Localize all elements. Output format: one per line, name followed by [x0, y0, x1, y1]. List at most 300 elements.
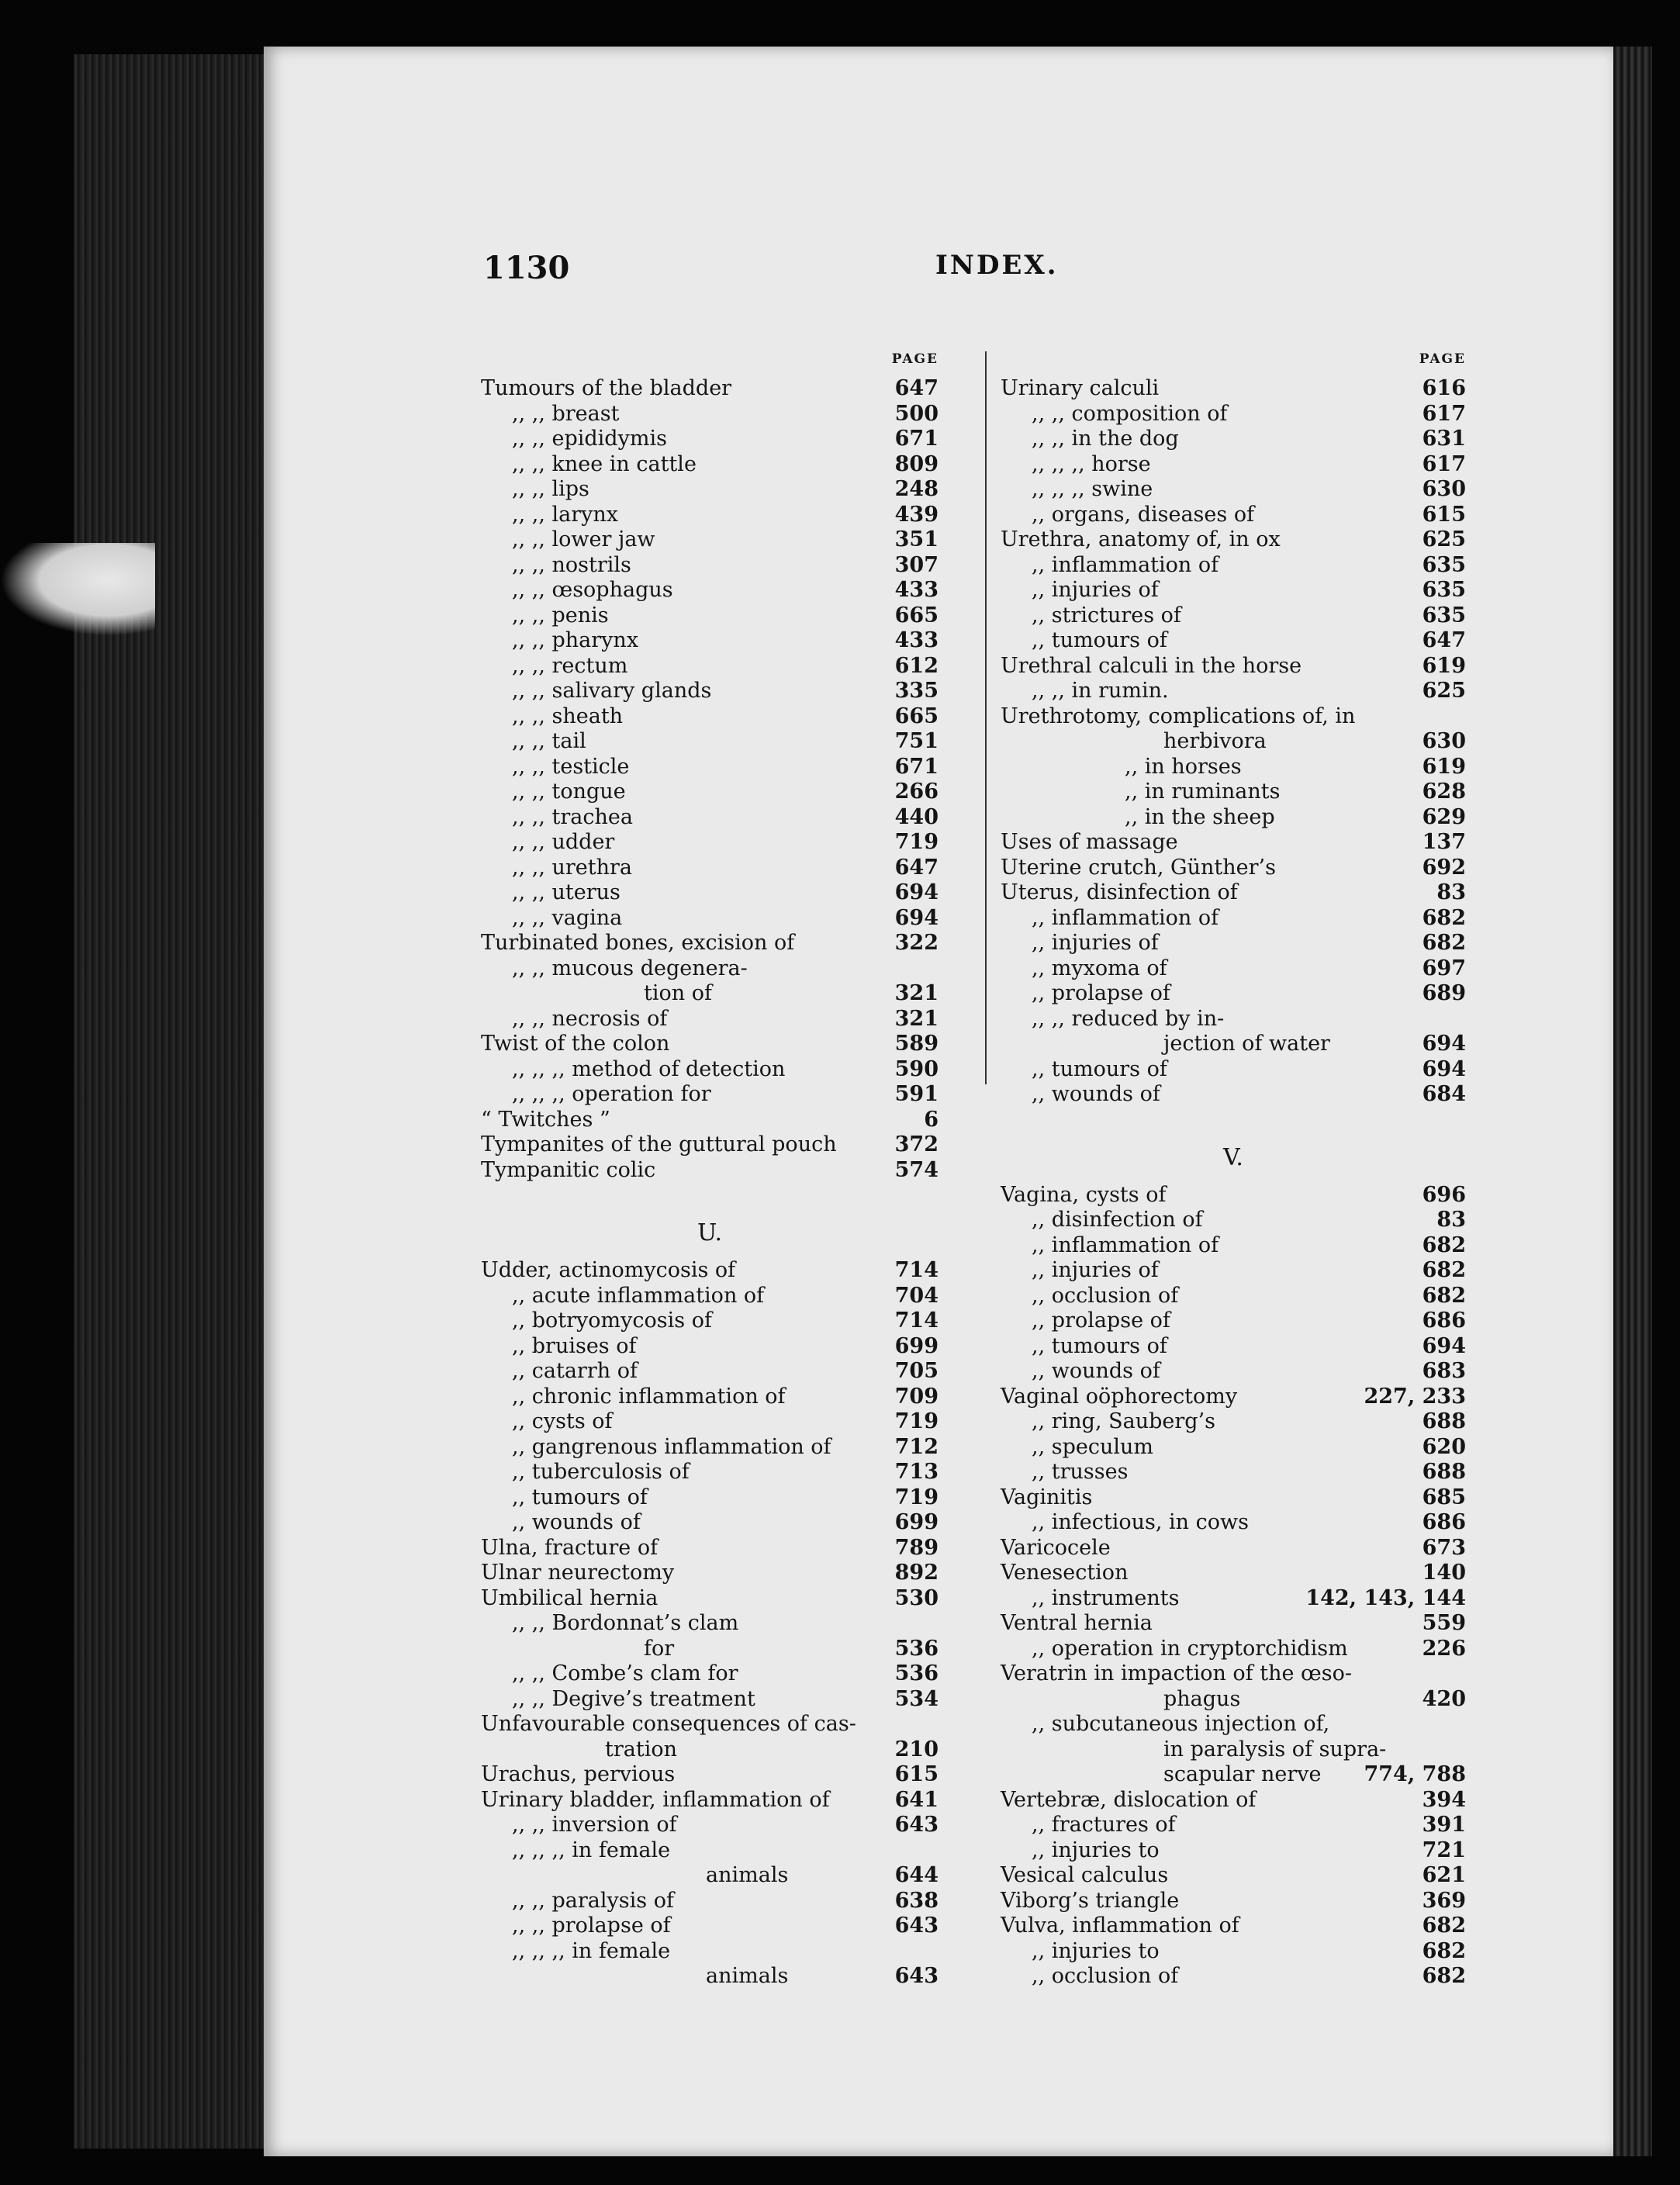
index-entry [1001, 1082, 1466, 1108]
entry-text: ,, strictures of [1032, 603, 1181, 627]
index-entry [481, 679, 939, 704]
index-entry [1001, 527, 1466, 553]
entry-page: 647 [894, 376, 939, 400]
entry-page: 689 [1422, 981, 1466, 1005]
entry-page: 665 [894, 704, 939, 728]
entry-page: 625 [1422, 527, 1466, 551]
entry-text: ,, ring, Sauberg’s [1032, 1409, 1216, 1433]
entry-page: 709 [894, 1384, 939, 1409]
index-entry [1001, 1485, 1466, 1511]
entry-text: ,, ,, ,, horse [1032, 451, 1151, 476]
entry-page: 719 [894, 830, 939, 854]
index-entry [1001, 1334, 1466, 1360]
entry-text: ,, ,, œsophagus [512, 578, 673, 602]
index-entry [481, 830, 939, 856]
entry-text: Vaginitis [1001, 1485, 1093, 1509]
index-entry [481, 1057, 939, 1083]
index-entry [1001, 704, 1466, 730]
entry-text: ,, ,, ,, swine [1032, 477, 1153, 501]
index-entry [1001, 1661, 1466, 1687]
entry-text: tration [605, 1737, 677, 1761]
entry-page: 248 [894, 477, 939, 501]
index-entry [1001, 503, 1466, 528]
entry-text: Veratrin in impaction of the œso- [1001, 1661, 1352, 1685]
entry-page: 692 [1422, 855, 1466, 880]
entry-page: 694 [1422, 1333, 1466, 1358]
index-entry [481, 1510, 939, 1536]
index-entry [1001, 1460, 1466, 1485]
entry-text: Twist of the colon [481, 1032, 670, 1056]
entry-page: 210 [894, 1737, 939, 1761]
entry-page: 682 [1422, 931, 1466, 955]
index-entry [481, 1385, 939, 1410]
entry-page: 705 [894, 1359, 939, 1383]
entry-page: 671 [894, 427, 939, 451]
index-entry [481, 1561, 939, 1586]
entry-page: 644 [894, 1863, 939, 1887]
index-entry [1001, 1762, 1466, 1788]
index-entry [481, 452, 939, 478]
entry-text: ,, catarrh of [512, 1359, 638, 1383]
index-entry [481, 1863, 939, 1889]
entry-page: 751 [894, 729, 939, 753]
book-edge [74, 54, 275, 2149]
entry-page: 685 [1422, 1485, 1466, 1509]
entry-text: ,, speculum [1032, 1434, 1154, 1459]
index-entry [1001, 1889, 1466, 1914]
entry-text: ,, myxoma of [1032, 956, 1167, 980]
index-entry [481, 1485, 939, 1511]
index-entry [481, 376, 939, 402]
index-entry [481, 1460, 939, 1485]
entry-page: 559 [1422, 1611, 1466, 1635]
entry-text: ,, ,, salivary glands [512, 679, 712, 703]
entry-page: 699 [894, 1333, 939, 1358]
entry-text: herbivora [1163, 729, 1267, 753]
entry-text: ,, ,, prolapse of [512, 1914, 671, 1938]
entry-text: ,, ,, breast [512, 401, 620, 426]
index-entry [481, 1687, 939, 1713]
index-entry [481, 704, 939, 730]
entry-text: ,, ,, pharynx [512, 628, 639, 652]
index-entry [481, 1914, 939, 1939]
entry-page: 641 [894, 1787, 939, 1812]
index-entry [1001, 1813, 1466, 1838]
entry-page: 694 [894, 905, 939, 930]
index-entry [481, 1788, 939, 1813]
entry-page: 638 [894, 1888, 939, 1913]
index-entry [1001, 1057, 1466, 1083]
index-entry [1001, 780, 1466, 805]
entry-page: 789 [894, 1535, 939, 1560]
entry-page: 629 [1422, 804, 1466, 829]
entry-page: 321 [894, 1006, 939, 1031]
column-divider [985, 351, 987, 1084]
entry-text: ,, subcutaneous injection of, [1032, 1712, 1330, 1736]
index-entry [1001, 856, 1466, 881]
index-entry [481, 1712, 939, 1737]
entry-page: 83 [1436, 1208, 1466, 1232]
entry-text: Viborg’s triangle [1001, 1888, 1180, 1913]
entry-page: 682 [1422, 1964, 1466, 1988]
entry-text: scapular nerve [1163, 1762, 1322, 1786]
entry-page: 686 [1422, 1510, 1466, 1534]
index-entry [481, 856, 939, 881]
entry-page: 615 [1422, 502, 1466, 527]
entry-text: phagus [1163, 1686, 1241, 1711]
entry-text: ,, cysts of [512, 1409, 613, 1433]
index-entry [1001, 805, 1466, 831]
index-entry [481, 880, 939, 906]
entry-text: ,, ,, tongue [512, 780, 626, 804]
entry-page: 630 [1422, 477, 1466, 501]
entry-text: animals [706, 1863, 789, 1887]
index-entry [1001, 1737, 1466, 1763]
entry-page: 433 [894, 628, 939, 652]
index-entry [1001, 1284, 1466, 1309]
entry-text: ,, in horses [1125, 754, 1242, 779]
entry-text: ,, fractures of [1032, 1813, 1176, 1837]
index-entry [481, 1409, 939, 1435]
index-entry [481, 527, 939, 553]
index-entry [481, 477, 939, 503]
entry-text: ,, wounds of [1032, 1082, 1160, 1106]
entry-text: ,, in the sheep [1125, 804, 1275, 829]
index-column-right [1001, 351, 1466, 1990]
entry-text: ,, bruises of [512, 1333, 637, 1358]
entry-page: 714 [894, 1309, 939, 1333]
page-column-heading: PAGE [1419, 351, 1466, 367]
entry-text: in paralysis of supra- [1163, 1737, 1387, 1761]
index-entry [481, 603, 939, 629]
index-entry [481, 1939, 939, 1965]
entry-text: Uterus, disinfection of [1001, 880, 1238, 904]
entry-text: Udder, actinomycosis of [481, 1258, 736, 1282]
index-entry [1001, 1687, 1466, 1713]
entry-page: 697 [1422, 956, 1466, 980]
entry-text: ,, acute inflammation of [512, 1283, 765, 1308]
index-entry [1001, 1032, 1466, 1057]
entry-page: 719 [894, 1409, 939, 1433]
entry-page: 335 [894, 679, 939, 703]
index-entry [1001, 553, 1466, 579]
index-entry [481, 628, 939, 654]
entry-text: Ulnar neurectomy [481, 1561, 675, 1585]
entry-text: Turbinated bones, excision of [481, 931, 795, 955]
entry-text: animals [706, 1964, 789, 1988]
entry-text: ,, ,, ,, in female [512, 1838, 671, 1862]
entry-text: ,, ,, inversion of [512, 1813, 677, 1837]
entry-text: ,, ,, rectum [512, 653, 628, 678]
entry-text: ,, ,, Degive’s treatment [512, 1686, 755, 1711]
entry-text: tion of [644, 981, 712, 1005]
entry-text: for [644, 1636, 675, 1661]
index-entry [481, 553, 939, 579]
index-entry [481, 1762, 939, 1788]
index-entry [481, 1334, 939, 1360]
entry-text: ,, ,, vagina [512, 905, 623, 930]
index-entry [481, 981, 939, 1007]
entry-page: 714 [894, 1258, 939, 1282]
entry-text: jection of water [1163, 1032, 1330, 1056]
section-gap [481, 1183, 939, 1208]
entry-page: 712 [894, 1434, 939, 1459]
entry-page: 643 [894, 1964, 939, 1988]
entry-text: ,, ,, trachea [512, 804, 633, 829]
entry-text: ,, injuries to [1032, 1938, 1160, 1963]
entry-text: ,, ,, mucous degenera- [512, 956, 748, 980]
entry-page: 369 [1422, 1888, 1466, 1913]
entry-page: 630 [1422, 729, 1466, 753]
entry-text: ,, ,, tail [512, 729, 586, 753]
entry-text: Tympanitic colic [481, 1157, 656, 1182]
index-entry [481, 1132, 939, 1158]
index-entry [1001, 729, 1466, 755]
index-entry [1001, 1409, 1466, 1435]
book-page [264, 47, 1613, 2156]
entry-text: ,, ,, knee in cattle [512, 451, 697, 476]
entry-text: ,, trusses [1032, 1460, 1129, 1484]
entry-page: 713 [894, 1460, 939, 1484]
entry-text: ,, ,, lips [512, 477, 589, 501]
index-entry [1001, 427, 1466, 452]
index-entry [481, 1082, 939, 1108]
entry-text: ,, ,, uterus [512, 880, 620, 904]
index-entry [1001, 830, 1466, 856]
index-entry [1001, 1914, 1466, 1939]
entry-text: Urachus, pervious [481, 1762, 676, 1786]
index-entry [481, 1737, 939, 1763]
entry-page: 617 [1422, 451, 1466, 476]
entry-text: ,, ,, testicle [512, 754, 630, 779]
index-entry [1001, 1637, 1466, 1662]
entry-page: 616 [1422, 376, 1466, 400]
entry-page: 534 [894, 1686, 939, 1711]
entry-page: 420 [1422, 1686, 1466, 1711]
index-entry [1001, 1435, 1466, 1461]
index-entry [481, 1284, 939, 1309]
entry-text: ,, ,, in rumin. [1032, 679, 1169, 703]
entry-text: ,, inflammation of [1032, 552, 1219, 577]
entry-page: 696 [1422, 1182, 1466, 1207]
index-entry [481, 1889, 939, 1914]
entry-text: ,, in ruminants [1125, 780, 1281, 804]
entry-text: ,, ,, ,, in female [512, 1938, 671, 1963]
index-entry [481, 1536, 939, 1561]
entry-text: ,, infectious, in cows [1032, 1510, 1249, 1534]
entry-page: 500 [894, 401, 939, 426]
index-entry [481, 1435, 939, 1461]
entry-page: 809 [894, 451, 939, 476]
entry-text: Uses of massage [1001, 830, 1178, 854]
index-entry [1001, 578, 1466, 603]
index-entry [481, 1309, 939, 1334]
section-letter: U. [697, 1219, 723, 1246]
entry-text: Vertebræ, dislocation of [1001, 1787, 1257, 1812]
index-entry [1001, 981, 1466, 1007]
index-entry [481, 1108, 939, 1133]
entry-page: 372 [894, 1132, 939, 1156]
entry-text: Urinary bladder, inflammation of [481, 1787, 830, 1812]
page-header [264, 240, 1613, 287]
entry-page: 322 [894, 931, 939, 955]
entry-text: Tumours of the bladder [481, 376, 732, 400]
index-entry [481, 654, 939, 679]
running-title: INDEX. [935, 250, 1059, 281]
entry-page: 686 [1422, 1309, 1466, 1333]
index-entry [1001, 1863, 1466, 1889]
entry-text: ,, disinfection of [1032, 1208, 1203, 1232]
entry-text: ,, instruments [1032, 1585, 1180, 1610]
entry-text: ,, ,, nostrils [512, 552, 631, 577]
index-entry [481, 729, 939, 755]
index-entry [1001, 1258, 1466, 1284]
entry-page: 433 [894, 578, 939, 602]
entry-page: 892 [894, 1561, 939, 1585]
entry-page: 226 [1422, 1636, 1466, 1661]
entry-text: ,, injuries of [1032, 578, 1159, 602]
entry-text: ,, gangrenous inflammation of [512, 1434, 831, 1459]
index-entry [1001, 1712, 1466, 1737]
index-entry [481, 1838, 939, 1864]
index-entry [481, 755, 939, 780]
entry-page: 682 [1422, 1283, 1466, 1308]
index-entry [1001, 956, 1466, 982]
entry-text: Unfavourable consequences of cas- [481, 1712, 856, 1736]
entry-text: ,, wounds of [1032, 1359, 1160, 1383]
index-entry [481, 503, 939, 528]
index-entry [1001, 906, 1466, 932]
entry-page: 682 [1422, 1914, 1466, 1938]
entry-page: 617 [1422, 401, 1466, 426]
entry-text: ,, ,, penis [512, 603, 609, 627]
entry-page: 682 [1422, 1233, 1466, 1257]
entry-text: ,, ,, paralysis of [512, 1888, 674, 1913]
entry-text: ,, prolapse of [1032, 1309, 1170, 1333]
index-entry [481, 1032, 939, 1057]
entry-page: 694 [1422, 1056, 1466, 1081]
entry-text: ,, occlusion of [1032, 1283, 1179, 1308]
index-entry [1001, 1233, 1466, 1259]
entry-page: 321 [894, 981, 939, 1005]
index-entry [1001, 628, 1466, 654]
index-entry [481, 1813, 939, 1838]
entry-page: 591 [894, 1082, 939, 1106]
index-entry [481, 1586, 939, 1612]
entry-page: 536 [894, 1636, 939, 1661]
entry-text: Urethra, anatomy of, in ox [1001, 527, 1281, 551]
entry-text: ,, ,, necrosis of [512, 1006, 668, 1031]
entry-text: Urethral calculi in the horse [1001, 653, 1302, 678]
entry-text: ,, ,, larynx [512, 502, 619, 527]
index-entry [1001, 1838, 1466, 1864]
index-entry [481, 1964, 939, 1990]
index-entry [1001, 1964, 1466, 1990]
entry-text: Urethrotomy, complications of, in [1001, 704, 1356, 728]
entry-page: 694 [894, 880, 939, 904]
page-number: 1130 [483, 250, 570, 286]
entry-page: 619 [1422, 653, 1466, 678]
entry-page: 635 [1422, 603, 1466, 627]
index-column-left [481, 351, 939, 1990]
entry-text: ,, injuries of [1032, 931, 1159, 955]
index-entry [1001, 1939, 1466, 1965]
entry-page: 688 [1422, 1460, 1466, 1484]
entry-text: ,, prolapse of [1032, 981, 1170, 1005]
entry-page: 665 [894, 603, 939, 627]
entry-text: ,, occlusion of [1032, 1964, 1179, 1988]
entry-text: Ventral hernia [1001, 1611, 1153, 1635]
entry-page: 439 [894, 502, 939, 527]
entry-text: ,, tuberculosis of [512, 1460, 690, 1484]
entry-page: 688 [1422, 1409, 1466, 1433]
entry-text: ,, tumours of [1032, 1056, 1167, 1081]
index-entry [1001, 1208, 1466, 1233]
index-entry [1001, 1536, 1466, 1561]
section-letter: V. [1223, 1143, 1243, 1171]
entry-page: 721 [1422, 1838, 1466, 1862]
entry-page: 774, 788 [1364, 1762, 1466, 1786]
entry-text: Vulva, inflammation of [1001, 1914, 1239, 1938]
index-entry [1001, 1510, 1466, 1536]
index-entry [1001, 1007, 1466, 1032]
entry-page: 142, 143, 144 [1305, 1585, 1466, 1610]
index-entry [481, 578, 939, 603]
index-entry [481, 780, 939, 805]
entry-page: 615 [894, 1762, 939, 1786]
entry-page: 391 [1422, 1813, 1466, 1837]
index-entry [481, 1661, 939, 1687]
entry-page: 699 [894, 1510, 939, 1534]
entry-page: 684 [1422, 1082, 1466, 1106]
entry-page: 631 [1422, 427, 1466, 451]
entry-text: ,, ,, ,, method of detection [512, 1056, 786, 1081]
entry-page: 647 [1422, 628, 1466, 652]
index-entry [1001, 755, 1466, 780]
entry-page: 719 [894, 1485, 939, 1509]
entry-page: 621 [1422, 1863, 1466, 1887]
index-entry [481, 1007, 939, 1032]
index-entry [1001, 1586, 1466, 1612]
entry-text: Tympanites of the guttural pouch [481, 1132, 837, 1156]
entry-text: ,, botryomycosis of [512, 1309, 712, 1333]
index-entry [1001, 477, 1466, 503]
entry-page: 440 [894, 804, 939, 829]
entry-text: Ulna, fracture of [481, 1535, 659, 1560]
index-entry [1001, 679, 1466, 704]
index-entry [1001, 376, 1466, 402]
entry-text: ,, ,, reduced by in- [1032, 1006, 1225, 1031]
entry-text: ,, operation in cryptorchidism [1032, 1636, 1348, 1661]
entry-page: 673 [1422, 1535, 1466, 1560]
entry-page: 227, 233 [1364, 1384, 1466, 1409]
entry-text: “ Twitches ” [481, 1107, 610, 1132]
paper-tear [0, 543, 155, 636]
entry-page: 635 [1422, 578, 1466, 602]
entry-page: 643 [894, 1813, 939, 1837]
entry-page: 140 [1422, 1561, 1466, 1585]
entry-text: ,, chronic inflammation of [512, 1384, 786, 1409]
entry-page: 694 [1422, 1032, 1466, 1056]
index-entry [1001, 1309, 1466, 1334]
entry-page: 589 [894, 1032, 939, 1056]
section-gap [1001, 1108, 1466, 1132]
entry-page: 682 [1422, 905, 1466, 930]
entry-page: 635 [1422, 552, 1466, 577]
entry-page: 530 [894, 1585, 939, 1610]
entry-text: ,, ,, ,, operation for [512, 1082, 711, 1106]
index-entry [1001, 880, 1466, 906]
